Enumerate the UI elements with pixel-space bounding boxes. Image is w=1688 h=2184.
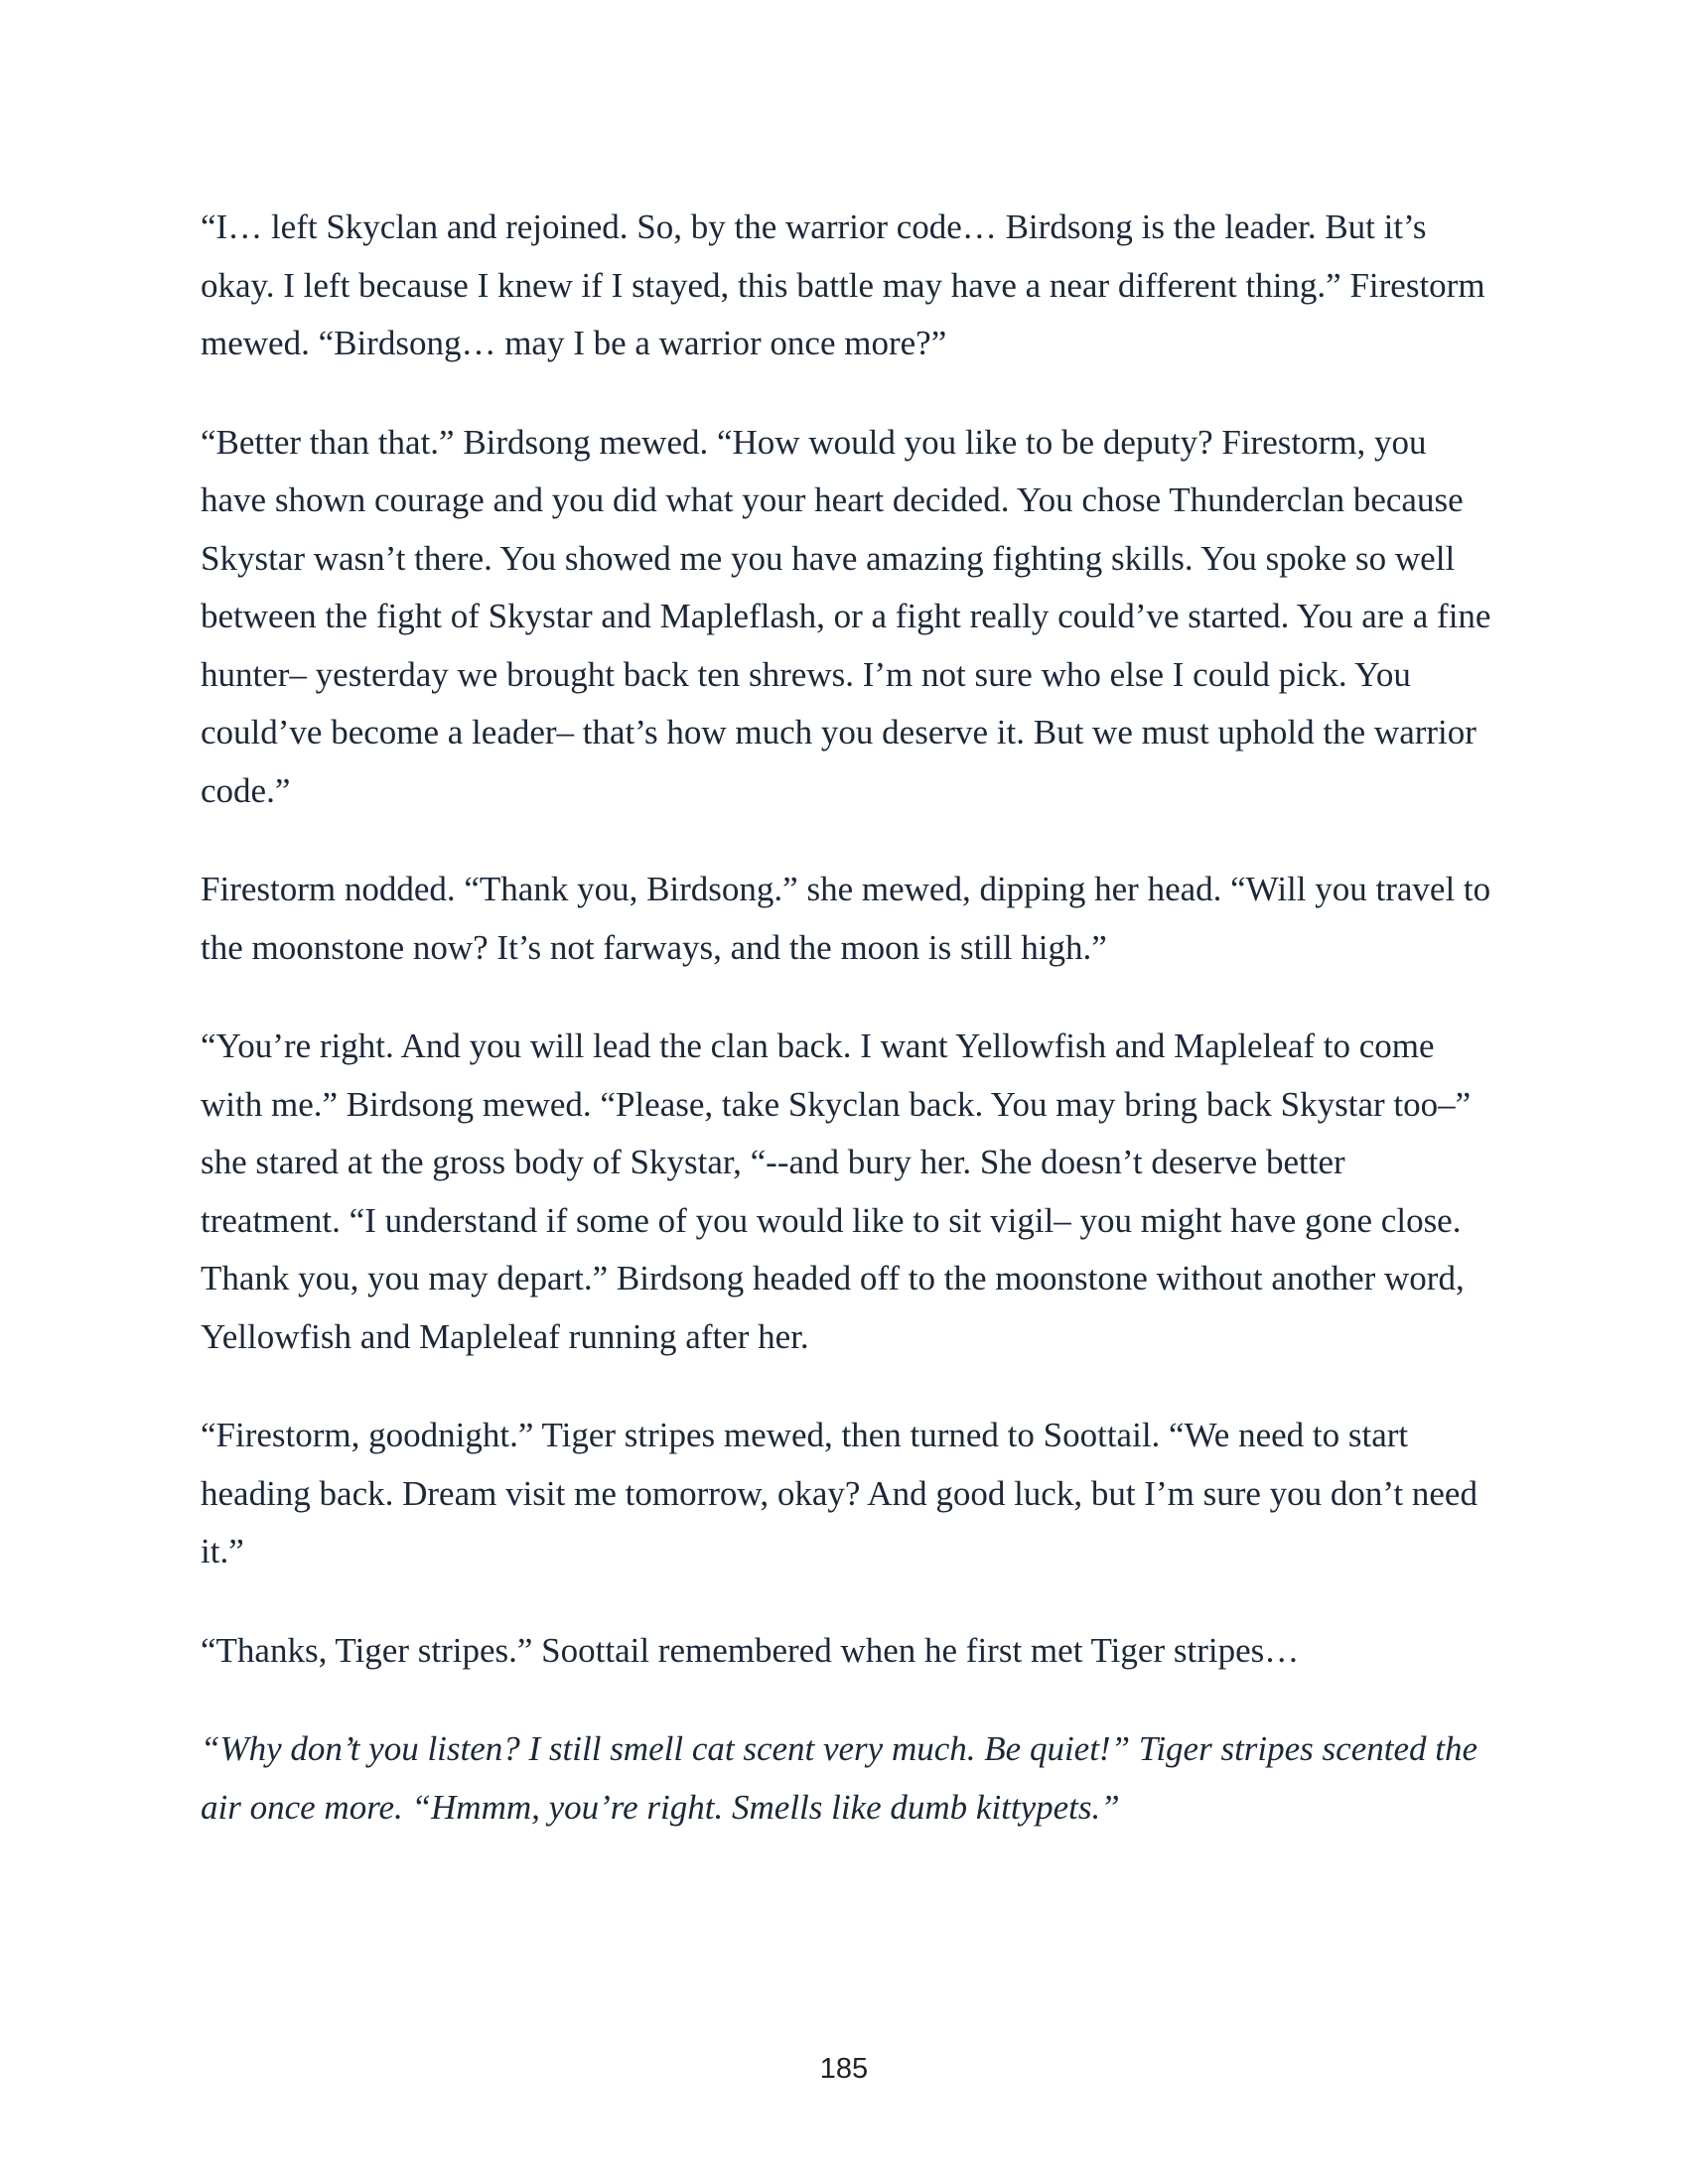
paragraph-4: “You’re right. And you will lead the clan back. I want Yellowfish and Mapleleaf to come with me.” Birdsong mewed. “Please, take Skyclan back. You may bring back Skystar too–” she stared at the gross body of Skystar, “--and bury her. She doesn’t deserve better treatment. “I understand if some of you would like to sit vigil– you might have gone close. Thank you, you may depart.” Birdsong headed off to the moonstone without another word, Yellowfish and Mapleleaf running after her. [201,1026,1472,1356]
paragraph-5: “Firestorm, goodnight.” Tiger stripes mewed, then turned to Soottail. “We need to start heading back. Dream visit me tomorrow, okay? And good luck, but I’m sure you don’t need it.” [201,1416,1477,1570]
body-text [201,199,1491,1877]
paragraph-6: “Thanks, Tiger stripes.” Soottail remembered when he first met Tiger stripes… [201,1630,1300,1670]
paragraph-3: Firestorm nodded. “Thank you, Birdsong.” she mewed, dipping her head. “Will you travel to the moonstone now? It’s not farways, and the moon is still high.” [201,870,1491,967]
page-number: 185 [819,2053,869,2085]
paragraph-7-flashback: “Why don’t you listen? I still smell cat scent very much. Be quiet!” Tiger stripes scented the air once more. “Hmmm, you’re right. Smells like dumb kittypets.” [201,1729,1478,1827]
paragraph-2: “Better than that.” Birdsong mewed. “How would you like to be deputy? Firestorm, you have shown courage and you did what your heart decided. You chose Thunderclan because Skystar wasn’t there. You showed me you have amazing fighting skills. You spoke so well between the fight of Skystar and Mapleflash, or a fight really could’ve started. You are a fine hunter– yesterday we brought back ten shrews. I’m not sure who else I could pick. You could’ve become a leader– that’s how much you deserve it. But we must uphold the warrior code.” [201,422,1491,810]
paragraph-1: “I… left Skyclan and rejoined. So, by the warrior code… Birdsong is the leader. But it’s okay. I left because I knew if I stayed, this battle may have a near different thing.” Firestorm mewed. “Birdsong… may I be a warrior once more?” [201,207,1485,362]
